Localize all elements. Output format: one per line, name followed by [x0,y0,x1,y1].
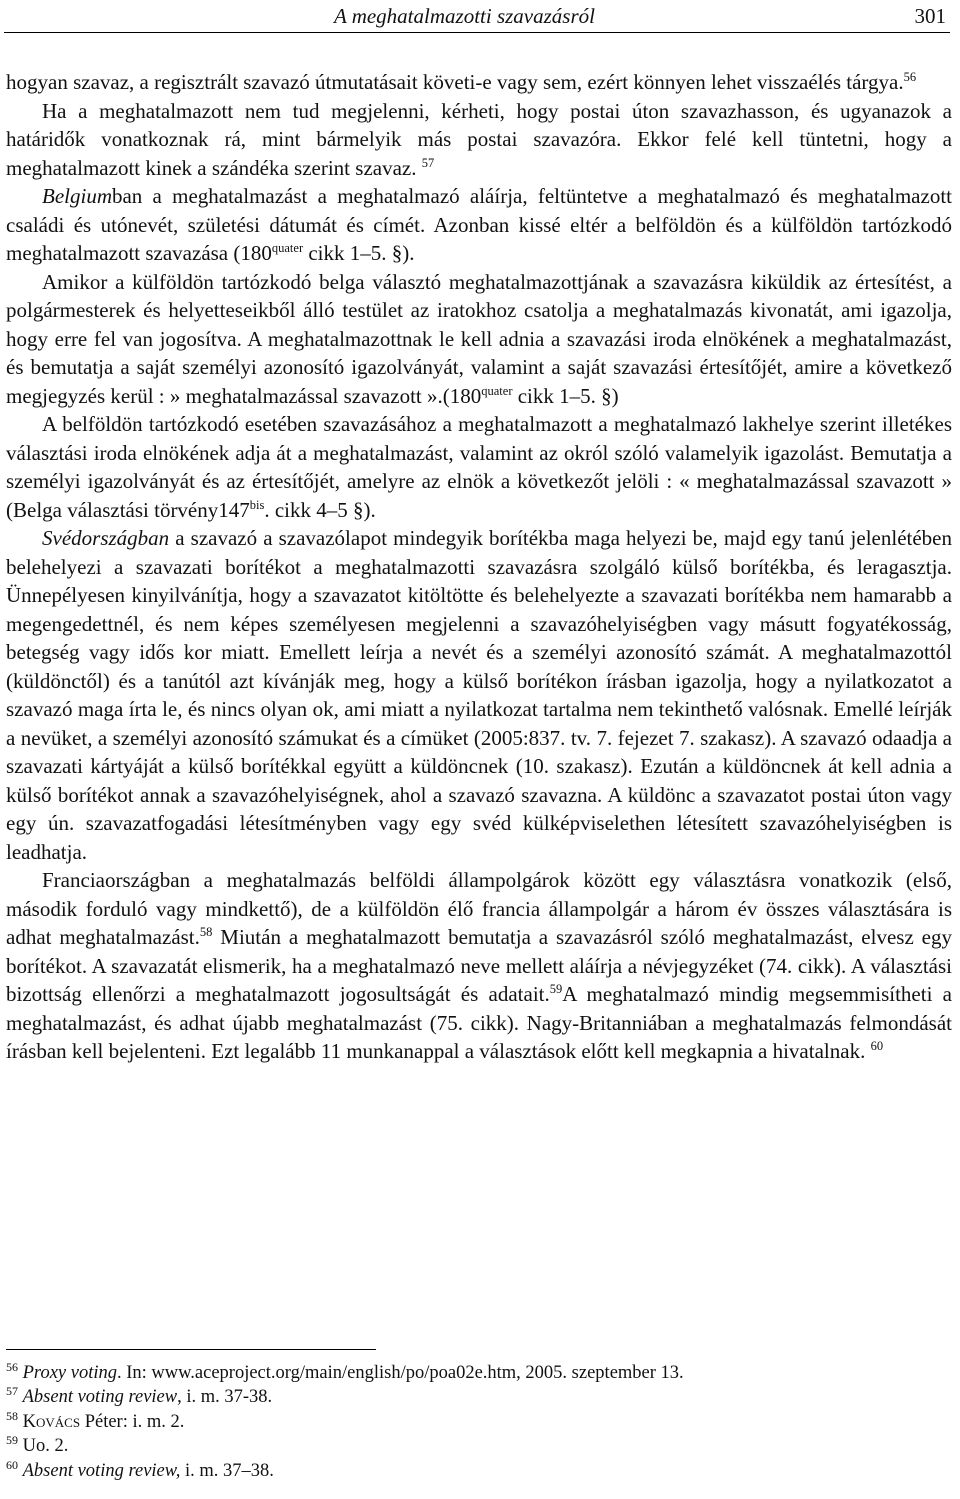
footnote-number: 58 [6,1408,18,1423]
superscript: quater [481,383,513,398]
footnote-number: 60 [6,1457,18,1472]
footnote-number: 57 [6,1384,18,1399]
footnote: $^{56}$ Proxy voting. In: www.aceproject.org/main/english/po/poa02e.htm, 2005. szeptember 13. [6,1360,684,1383]
footnote: $^{58}$ Kovács Péter: i. m. 2. [6,1408,185,1432]
paragraph: Belgiumban a meghatalmazást a meghatalmazó aláírja, feltüntetve a meghatalmazó és meghatalmazott családi és utónevét, születési dátumát és címét. Azonban kissé eltér a belföldön és a külföldön tartózkodó meghatalmazott szavazása ($180^{quater}$ cikk 1–5. §). [6,184,952,265]
footnote-ref[interactable]: 59 [549,982,563,996]
footnote-number: 59 [6,1433,18,1448]
superscript: quater [271,241,304,255]
footnote-separator [6,1349,376,1350]
page-number: 301 [914,4,946,28]
footnote-ref[interactable]: 57 [421,155,435,170]
footnotes [6,1361,952,1483]
superscript: bis [249,497,265,512]
paragraph: Svédországban a szavazó a szavazólapot mindegyik borítékba maga helyezi be, majd egy tanú jelenlétében belehelyezi a szavazati borítékot a meghatalmazotti szavazásra szolgáló külső borítékba, és leragasztja. Ünnepélyesen kinyilvánítja, hogy a szavazatot kitöltötte és belehelyezte a szavazati borítékba nem hamarabb a megengedettnél, és nem képes személyesen megjelenni a szavazóhelyiségben vagy másutt fogyatékosság, betegség vagy idős kor miatt. Emellett leírja a nevét és a személyi azonosító számát. A meghatalmazottól (küldönctől) és a tanútól azt kívánják meg, hogy a külső borítékon írásban igazolja, hogy a nyilatkozatot a szavazó maga írta le, és nincs olyan ok, ami miatt a nyilatkozat tartalma nem tekinthető valósnak. Emellé leírják a nevüket, a személyi azonosító számukat és a címüket (2005:837. tv. 7. fejezet 7. szakasz). A szavazó odaadja a szavazati kártyáját a külső borítékkal együtt a küldöncnek (10. szakasz). Ezután a küldöncnek át kell adnia a külső borítékot annak a szavazóhelyiségnek, ahol a szavazó szavazna. A küldönc a szavazatot postai úton vagy egy ún. szavazatfogadási létesítményben vagy egy svéd külképviselethen létesített szavazóhelyiségben is leadhatja. [6,526,952,864]
emphasis: Svédországban [42,526,170,550]
running-header [4,0,950,33]
paragraph: Franciaországban a meghatalmazás belföldi állampolgárok között egy választásra vonatkozik (első, második forduló vagy mindkettő), de a külföldön élő francia állampolgár a három év összes választására is adhat meghatalmazást.$^{58}$ Miután a meghatalmazott bemutatja a szavazásról szóló meghatalmazást, elvesz egy borítékot. A szavazatát elismerik, ha a meghatalmazó neve mellett aláírja a névjegyzéket (74. cikk). A választási bizottság ellenőrzi a meghatalmazott jogosultságát és adatait.$^{59}$A meghatalmazó mindig megsemmisítheti a meghatalmazást, és adhat újabb meghatalmazást (75. cikk). Nagy-Britanniában a meghatalmazás felmondását írásban kell bejelenteni. Ezt legalább 11 munkanappal a választások előtt kell megkapnia a hivatalnak. $^{60}$ [6,868,952,1063]
footnote: $^{57}$ Absent voting review, i. m. 37-38. [6,1384,273,1408]
paragraph: Ha a meghatalmazott nem tud megjelenni, kérheti, hogy postai úton szavazhasson, és ugyanazok a határidők vonatkoznak rá, mint bármelyik más postai szavazóra. Ekkor felé kell tüntetni, hogy a meghatalmazott kinek a szándéka szerint szavaz. $^{57}$ [6,98,952,180]
footnote: $^{59}$ Uo. 2. [6,1433,69,1457]
running-title: A meghatalmazotti szavazásról [334,4,595,28]
footnote: $^{60}$ Absent voting review, i. m. 37–38. [6,1457,274,1481]
footnote-ref[interactable]: 60 [870,1039,884,1053]
paragraph: A belföldön tartózkodó esetében szavazásához a meghatalmazott a meghatalmazó lakhelye szerint illetékes választási iroda elnökének adja át a meghatalmazást, valamint az okról szóló valamelyik igazolást. Bemutatja a személyi igazolványát és az értesítőjét, amelyre az elnök a következőt jelöli : « meghatalmazással szavazott » (Belga választási $törvény147^{bis}$. cikk 4–5 §). [6,412,952,522]
paragraph: Amikor a külföldön tartózkodó belga választó meghatalmazottjának a szavazásra kiküldik az értesítést, a polgármesterek és helyetteseikből álló testület az iratokhoz csatolja a meghatalmazás kivonatát, ami igazolja, hogy erre fel van jogosítva. A meghatalmazottnak le kell adnia a szavazási iroda elnökének a meghatalmazást, és bemutatja a saját személyi azonosító igazolványát, valamint a saját szavazási értesítőjét, amire a következő megjegyzés kerül : » meghatalmazással szavazott $».(180^{quater}$ cikk 1–5. §) [6,269,952,408]
footnote-number: 56 [6,1360,18,1374]
paragraph: hogyan szavaz, a regisztrált szavazó útmutatásait követi-e vagy sem, ezért könnyen lehet visszaélés tárgya.$^{56}$ [6,70,917,94]
footnote-ref[interactable]: 56 [903,70,917,84]
main-text [6,68,952,1066]
footnote-ref[interactable]: 58 [199,925,213,939]
emphasis: Belgium [42,184,112,208]
